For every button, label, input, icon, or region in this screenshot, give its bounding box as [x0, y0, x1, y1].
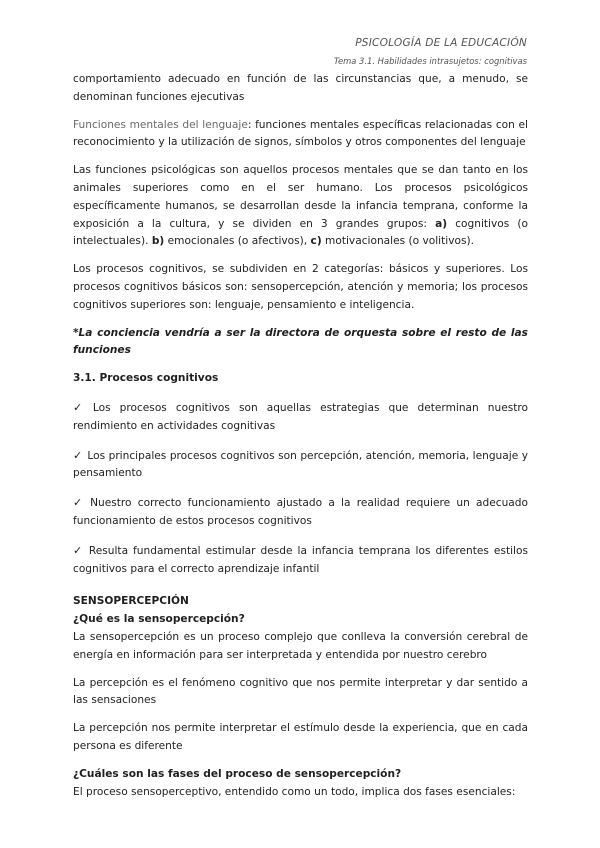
paragraph-psychological-functions: [73, 162, 528, 251]
heading-sensopercepcion: SENSOPERCEPCIÓN: [73, 595, 189, 608]
marker-a: a): [435, 217, 448, 230]
marker-b: b): [151, 235, 165, 248]
running-header-subtitle: Tema 3.1. Habilidades intrasujetos: cognitivas: [333, 56, 527, 66]
marker-c: c): [310, 235, 322, 248]
check-icon: ✓: [73, 543, 84, 557]
question-phases: ¿Cuáles son las fases del proceso de sensopercepción?: [73, 767, 402, 780]
paragraph-cognitive-categories: Los procesos cognitivos, se subdividen en 2 categorías: básicos y superiores. Los procesos cognitivos básicos son: sensopercepción, atención y memoria; los procesos cognitivos superiores son: lenguaje, pensamiento e inteligencia.: [73, 263, 528, 311]
language-functions-term: Funciones mentales del lenguaje: [73, 118, 248, 131]
bullet-text: Los principales procesos cognitivos son percepción, atención, memoria, lenguaje y pensamiento: [73, 449, 528, 480]
paragraph-perception-experience: La percepción nos permite interpretar el estímulo desde la experiencia, que en cada persona es diferente: [73, 722, 528, 752]
text-span: emocionales (o afectivos),: [164, 235, 311, 248]
bullet-item: [73, 542, 528, 579]
note-consciousness: *La conciencia vendría a ser la directora de orquesta sobre el resto de las funciones: [73, 326, 528, 357]
bullet-item: [73, 494, 528, 531]
bullet-item: [73, 447, 528, 484]
paragraph-executive-functions: comportamiento adecuado en función de las circunstancias que, a menudo, se denominan funciones ejecutivas: [73, 73, 528, 103]
section-title-cognitive-processes: 3.1. Procesos cognitivos: [73, 372, 219, 385]
bullet-item: [73, 399, 528, 436]
text-span: cognitivos (o intelectuales).: [73, 217, 528, 248]
question-what-is-sensopercepcion: ¿Qué es la sensopercepción?: [73, 613, 245, 626]
bullet-text: Los procesos cognitivos son aquellas estrategias que determinan nuestro rendimiento en actividades cognitivas: [73, 401, 529, 432]
check-icon: ✓: [73, 496, 86, 510]
paragraph-language-functions: [73, 117, 528, 153]
bullet-text: Nuestro correcto funcionamiento ajustado a la realidad requiere un adecuado funcionamiento de estos procesos cognitivos: [73, 497, 528, 527]
language-functions-text: : funciones mentales específicas relacionadas con el reconocimiento y la utilización de signos, símbolos y otros componentes del lenguaje: [73, 118, 528, 149]
paragraph-phases-intro: El proceso sensoperceptivo, entendido como un todo, implica dos fases esenciales:: [73, 785, 516, 798]
bullet-text: Resulta fundamental estimular desde la infancia temprana los diferentes estilos cognitivos para el correcto aprendizaje infantil: [73, 544, 529, 575]
text-span: Las funciones psicológicas son aquellos procesos mentales que se dan tanto en los animales superiores como en el ser humano. Los procesos psicológicos específicamente humanos, se desarrollan desde la infancia temprana, conforme la exposición a la cultura, y se dividen en 3 grandes grupos:: [73, 164, 528, 230]
text-span: motivacionales (o volitivos).: [321, 235, 474, 248]
paragraph-perception-phenomenon: La percepción es el fenómeno cognitivo que nos permite interpretar y dar sentido a las sensaciones: [73, 676, 528, 707]
check-icon: ✓: [73, 448, 83, 462]
running-header-title: PSICOLOGÍA DE LA EDUCACIÓN: [355, 37, 527, 49]
check-icon: ✓: [73, 400, 88, 414]
paragraph-sensopercepcion-definition: La sensopercepción es un proceso complejo que conlleva la conversión cerebral de energía en información para ser interpretada y entendida por nuestro cerebro: [73, 630, 528, 661]
document-body: [73, 71, 528, 801]
